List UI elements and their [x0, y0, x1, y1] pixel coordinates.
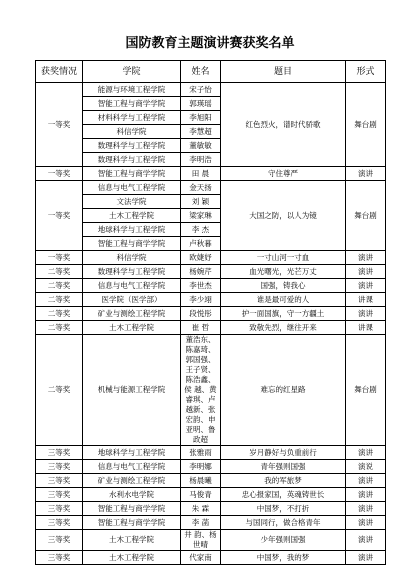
- name-cell: 田 晨: [181, 167, 221, 181]
- form-cell: 演讲: [346, 516, 386, 530]
- form-cell: 演讲: [346, 551, 386, 565]
- form-cell: 演讲: [346, 279, 386, 293]
- topic-cell: 血光曙光，光芒万丈: [221, 265, 346, 279]
- topic-cell: 红色烈火，谱时代骄歌: [221, 83, 346, 167]
- college-cell: 土木工程学院: [83, 530, 181, 551]
- award-cell: 三等奖: [36, 460, 83, 474]
- name-cell: 欧婕妤: [181, 251, 221, 265]
- college-cell: 医学院（医学部）: [83, 293, 181, 307]
- table-row: [36, 293, 386, 307]
- table-row: [36, 167, 386, 181]
- award-cell: 三等奖: [36, 474, 83, 488]
- name-cell: 李明浩: [181, 153, 221, 167]
- college-cell: 矿业与测绘工程学院: [83, 474, 181, 488]
- topic-cell: 守住尊严: [221, 167, 346, 181]
- name-cell: 张雅雨: [181, 446, 221, 460]
- award-cell: 三等奖: [36, 516, 83, 530]
- name-cell: 宋子怡: [181, 83, 221, 97]
- form-cell: 舞台剧: [346, 335, 386, 446]
- award-cell: 二等奖: [36, 321, 83, 335]
- name-cell: 李明娜: [181, 460, 221, 474]
- topic-cell: 与国同行，做合格青年: [221, 516, 346, 530]
- topic-cell: 致敬先烈，继往开来: [221, 321, 346, 335]
- topic-cell: 中国梦，不打折: [221, 502, 346, 516]
- table-row: [36, 321, 386, 335]
- header-name: 姓名: [181, 61, 221, 83]
- topic-cell: 谁是最可爱的人: [221, 293, 346, 307]
- form-cell: 演讲: [346, 488, 386, 502]
- college-cell: 文法学院: [83, 195, 181, 209]
- table-row: [36, 265, 386, 279]
- table-row: [36, 335, 386, 446]
- table-row: [36, 307, 386, 321]
- table-row: [36, 446, 386, 460]
- college-cell: 科信学院: [83, 251, 181, 265]
- college-cell: 矿业与测绘工程学院: [83, 307, 181, 321]
- topic-cell: 青年强则国强: [221, 460, 346, 474]
- table-body: [36, 83, 386, 565]
- form-cell: 演讲: [346, 251, 386, 265]
- table-row: [36, 516, 386, 530]
- form-cell: 讲课: [346, 321, 386, 335]
- header-row: [36, 61, 386, 83]
- award-cell: 三等奖: [36, 551, 83, 565]
- header-form: 形式: [346, 61, 386, 83]
- name-cell: 梁家琳: [181, 209, 221, 223]
- table-row: [36, 279, 386, 293]
- college-cell: 材料科学与工程学院: [83, 111, 181, 125]
- award-cell: 二等奖: [36, 307, 83, 321]
- topic-cell: 大国之防，以人为镜: [221, 181, 346, 251]
- name-cell: 刘 颖: [181, 195, 221, 209]
- topic-cell: 护一面国旗，守一方疆土: [221, 307, 346, 321]
- table-row: [36, 181, 386, 195]
- table-row: [36, 488, 386, 502]
- topic-cell: 少年强则国强: [221, 530, 346, 551]
- college-cell: 智能工程与商学学院: [83, 516, 181, 530]
- college-cell: 数理科学与工程学院: [83, 139, 181, 153]
- college-cell: 能源与环境工程学院: [83, 83, 181, 97]
- topic-cell: 岁月静好与负重前行: [221, 446, 346, 460]
- college-cell: 水利水电学院: [83, 488, 181, 502]
- college-cell: 智能工程与商学学院: [83, 502, 181, 516]
- name-cell: 李 菡: [181, 516, 221, 530]
- name-cell: 李少翊: [181, 293, 221, 307]
- name-cell: 郭瑛瑶: [181, 97, 221, 111]
- table-row: [36, 251, 386, 265]
- college-cell: 土木工程学院: [83, 551, 181, 565]
- form-cell: 演讲: [346, 265, 386, 279]
- award-cell: 二等奖: [36, 335, 83, 446]
- name-cell: 代家南: [181, 551, 221, 565]
- college-cell: 地球科学与工程学院: [83, 223, 181, 237]
- name-cell: 朱 霖: [181, 502, 221, 516]
- form-cell: 演讲: [346, 530, 386, 551]
- college-cell: 智能工程与商学学院: [83, 97, 181, 111]
- topic-cell: 国强，铸我心: [221, 279, 346, 293]
- name-cell: 李世杰: [181, 279, 221, 293]
- name-cell: 杨婉芹: [181, 265, 221, 279]
- form-cell: 演讲: [346, 446, 386, 460]
- form-cell: 演讲: [346, 502, 386, 516]
- topic-cell: 难忘的红星路: [221, 335, 346, 446]
- form-cell: 舞台剧: [346, 83, 386, 167]
- name-cell: 段悦彤: [181, 307, 221, 321]
- page-title: 国防教育主题演讲赛获奖名单: [125, 36, 295, 51]
- college-cell: 科信学院: [83, 125, 181, 139]
- award-cell: 一等奖: [36, 83, 83, 167]
- name-cell: 李 杰: [181, 223, 221, 237]
- topic-cell: 忠心报家国，英魂铸世长: [221, 488, 346, 502]
- topic-cell: 中国梦，我的梦: [221, 551, 346, 565]
- name-cell: 李旭阳: [181, 111, 221, 125]
- form-cell: 舞台剧: [346, 181, 386, 251]
- college-cell: 数理科学与工程学院: [83, 265, 181, 279]
- table-row: [36, 460, 386, 474]
- form-cell: 讲课: [346, 293, 386, 307]
- award-cell: 三等奖: [36, 488, 83, 502]
- table-row: [36, 474, 386, 488]
- college-cell: 智能工程与商学学院: [83, 237, 181, 251]
- college-cell: 土木工程学院: [83, 209, 181, 223]
- award-cell: 一等奖: [36, 251, 83, 265]
- name-cell: 马俊青: [181, 488, 221, 502]
- college-cell: 土木工程学院: [83, 321, 181, 335]
- name-cell: 董浩东、陈嘉琦、郭国强、王子贤、陈浩鑫、侯 越、黄睿琪、卢越新、张宏韵、申亚明、鲁政超: [181, 335, 221, 446]
- form-cell: 演说: [346, 460, 386, 474]
- college-cell: 地球科学与工程学院: [83, 446, 181, 460]
- award-cell: 三等奖: [36, 446, 83, 460]
- topic-cell: 我的军旅梦: [221, 474, 346, 488]
- college-cell: 信息与电气工程学院: [83, 181, 181, 195]
- award-cell: 二等奖: [36, 279, 83, 293]
- form-cell: 演讲: [346, 307, 386, 321]
- name-cell: 卢秋暮: [181, 237, 221, 251]
- college-cell: 机械与能源工程学院: [83, 335, 181, 446]
- college-cell: 信息与电气工程学院: [83, 460, 181, 474]
- name-cell: 杨晨曦: [181, 474, 221, 488]
- header-award: 获奖情况: [36, 61, 83, 83]
- form-cell: 演讲: [346, 167, 386, 181]
- topic-cell: 一寸山河一寸血: [221, 251, 346, 265]
- award-cell: 二等奖: [36, 265, 83, 279]
- college-cell: 智能工程与商学学院: [83, 167, 181, 181]
- award-cell: 二等奖: [36, 293, 83, 307]
- award-cell: 三等奖: [36, 502, 83, 516]
- name-cell: 崔 哲: [181, 321, 221, 335]
- name-cell: 董敏敏: [181, 139, 221, 153]
- name-cell: 井 韵、杨世晴: [181, 530, 221, 551]
- award-cell: 一等奖: [36, 167, 83, 181]
- college-cell: 数理科学与工程学院: [83, 153, 181, 167]
- name-cell: 金天扬: [181, 181, 221, 195]
- header-topic: 题目: [221, 61, 346, 83]
- award-table: [35, 60, 386, 565]
- name-cell: 李慧超: [181, 125, 221, 139]
- table-row: [36, 83, 386, 97]
- table-row: [36, 502, 386, 516]
- award-cell: 一等奖: [36, 181, 83, 251]
- table-row: [36, 530, 386, 551]
- table-row: [36, 551, 386, 565]
- award-cell: 三等奖: [36, 530, 83, 551]
- college-cell: 信息与电气工程学院: [83, 279, 181, 293]
- header-college: 学院: [83, 61, 181, 83]
- form-cell: 演讲: [346, 474, 386, 488]
